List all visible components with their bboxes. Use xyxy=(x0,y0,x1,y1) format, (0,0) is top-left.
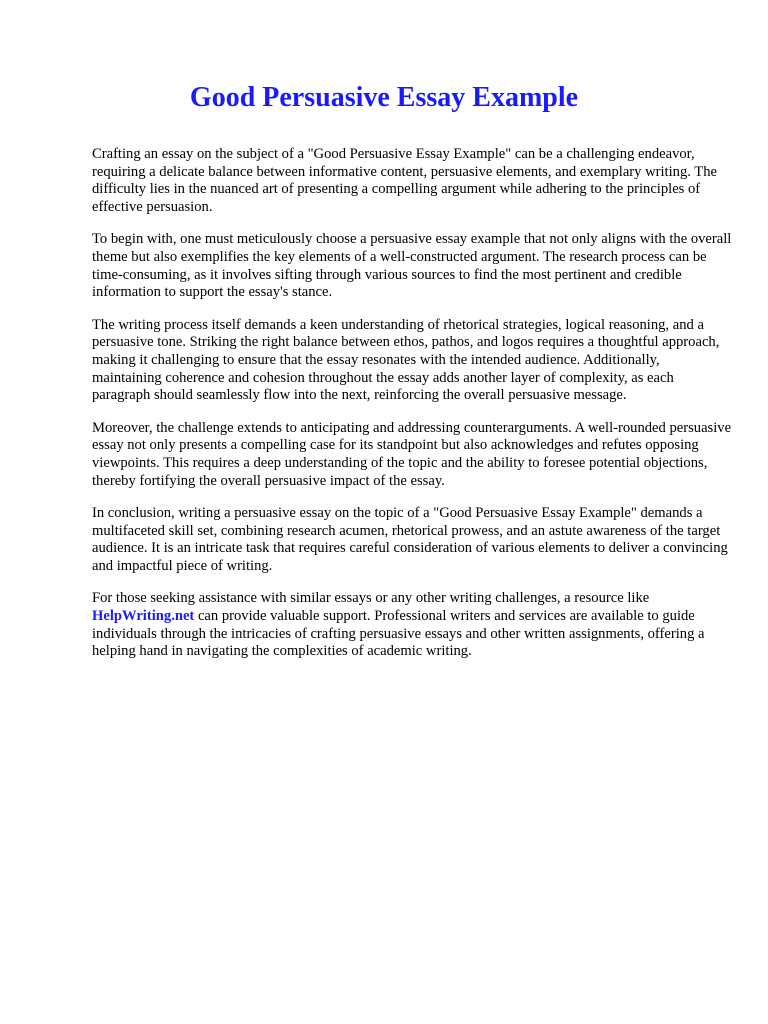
document-body xyxy=(92,146,732,676)
assistance-text-after-link: can provide valuable support. Professional writers and services are available to guide individuals through the intricacies of crafting persuasive essays and other written assignments, offering a helping hand in navigating the complexities of academic writing. xyxy=(92,608,705,660)
paragraph-writing-process: The writing process itself demands a keen understanding of rhetorical strategies, logical reasoning, and a persuasive tone. Striking the right balance between ethos, pathos, and logos requires a thoughtful approach, making it challenging to ensure that the essay resonates with the intended audience. Additionally, maintaining coherence and cohesion throughout the essay adds another layer of complexity, as each paragraph should seamlessly flow into the next, reinforcing the overall persuasive message. xyxy=(92,316,720,404)
paragraph-intro: Crafting an essay on the subject of a "Good Persuasive Essay Example" can be a challenging endeavor, requiring a delicate balance between informative content, persuasive elements, and exemplary writing. The difficulty lies in the nuanced art of presenting a compelling argument while adhering to the principles of effective persuasion. xyxy=(92,146,717,215)
document-title: Good Persuasive Essay Example xyxy=(189,82,579,113)
paragraph-research: To begin with, one must meticulously choose a persuasive essay example that not only aligns with the overall theme but also exemplifies the key elements of a well-constructed argument. The research process can be time-consuming, as it involves sifting through various sources to find the most pertinent and credible information to support the essay's stance. xyxy=(92,231,732,301)
paragraph-assistance xyxy=(92,590,732,660)
assistance-text-before-link: For those seeking assistance with similar essays or any other writing challenges, a resource like xyxy=(92,590,650,607)
paragraph-counterarguments: Moreover, the challenge extends to anticipating and addressing counterarguments. A well-rounded persuasive essay not only presents a compelling case for its standpoint but also acknowledges and refutes opposing viewpoints. This requires a deep understanding of the topic and the ability to foresee potential objections, thereby fortifying the overall persuasive impact of the essay. xyxy=(92,419,732,489)
paragraph-conclusion: In conclusion, writing a persuasive essay on the topic of a "Good Persuasive Essay Example" demands a multifaceted skill set, combining research acumen, rhetorical prowess, and an astute awareness of the target audience. It is an intricate task that requires careful consideration of various elements to deliver a convincing and impactful piece of writing. xyxy=(92,505,728,574)
helpwriting-link[interactable]: HelpWriting.net xyxy=(92,608,195,625)
